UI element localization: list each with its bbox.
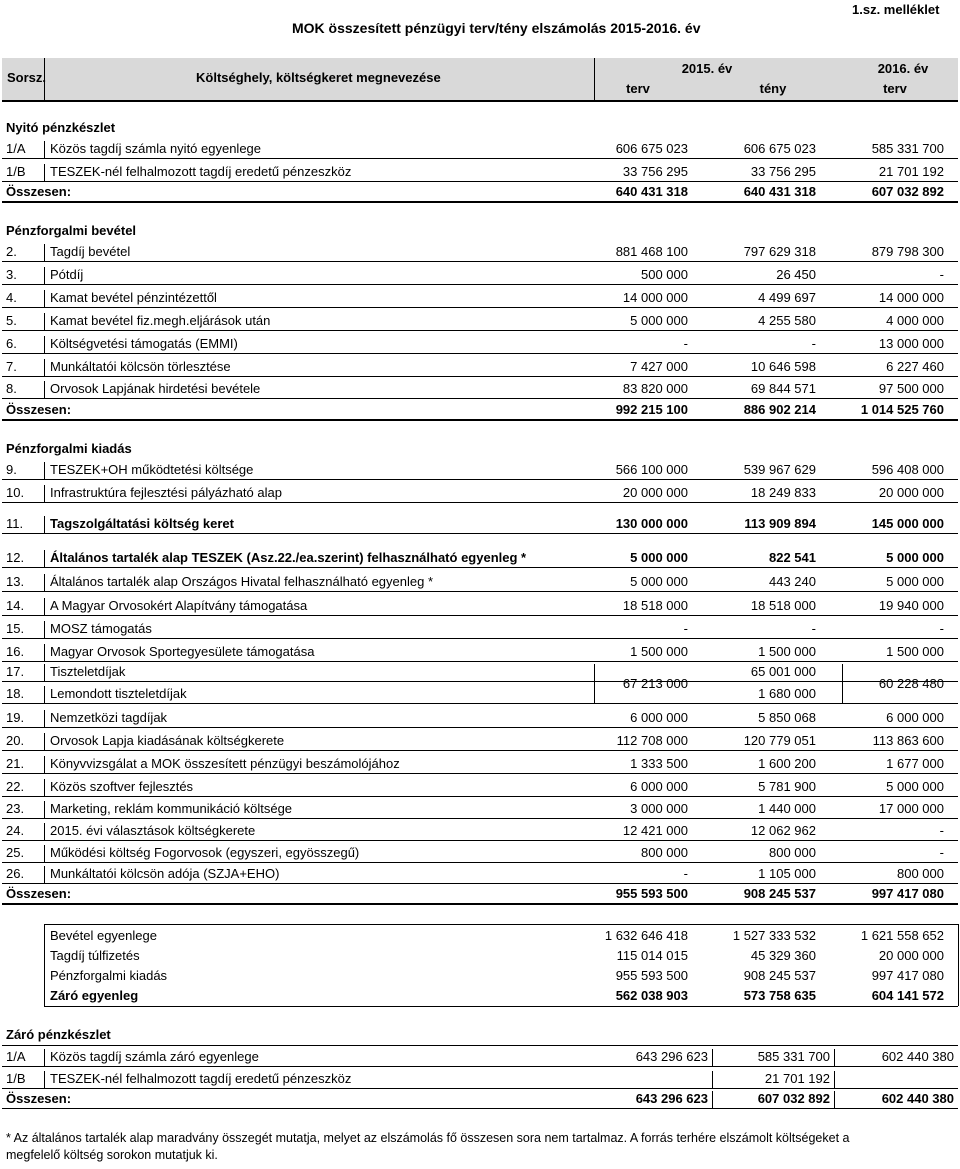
cell-value: 1 680 000 bbox=[758, 686, 816, 701]
row-number: 24. bbox=[6, 823, 25, 838]
cell-value: - bbox=[683, 866, 688, 881]
cell-value: 879 798 300 bbox=[871, 244, 944, 259]
row-number: 1/B bbox=[6, 164, 26, 179]
row-label: Infrastruktúra fejlesztési pályázható alap bbox=[50, 485, 282, 500]
cell-value: - bbox=[939, 823, 944, 838]
cell-value: 1 105 000 bbox=[758, 866, 816, 881]
row-number: 4. bbox=[6, 290, 17, 305]
row-rule bbox=[2, 158, 958, 159]
cell-value: 607 032 892 bbox=[757, 1091, 830, 1106]
row-divider bbox=[44, 779, 45, 796]
row-rule bbox=[2, 862, 958, 863]
row-number: 22. bbox=[6, 779, 25, 794]
row-rule bbox=[2, 181, 958, 182]
row-rule bbox=[2, 840, 958, 841]
cell-value: 21 701 192 bbox=[764, 1071, 830, 1086]
row-number: 21. bbox=[6, 756, 25, 771]
summary-value: 1 632 646 418 bbox=[604, 928, 688, 943]
row-label: Pótdíj bbox=[50, 267, 84, 282]
header-bottom-rule bbox=[2, 100, 958, 102]
cell-value: 5 000 000 bbox=[630, 313, 688, 328]
summary-value: 997 417 080 bbox=[871, 968, 944, 983]
row-number: 16. bbox=[6, 644, 25, 659]
summary-border bbox=[958, 924, 959, 1006]
page-title: MOK összesített pénzügyi terv/tény elszámolás 2015-2016. év bbox=[292, 20, 701, 36]
cell-value: 539 967 629 bbox=[743, 462, 816, 477]
row-rule bbox=[2, 615, 958, 616]
row-divider bbox=[44, 462, 45, 479]
cell-value: 69 844 571 bbox=[750, 381, 816, 396]
cell-value: 1 333 500 bbox=[630, 756, 688, 771]
cell-value: 6 000 000 bbox=[886, 710, 944, 725]
row-divider bbox=[44, 290, 45, 307]
row-number: 18. bbox=[6, 686, 25, 701]
summary-value: 1 621 558 652 bbox=[860, 928, 944, 943]
total-rule bbox=[2, 903, 958, 905]
total-rule bbox=[2, 419, 958, 421]
row-divider bbox=[44, 866, 45, 883]
cell-value: 1 677 000 bbox=[886, 756, 944, 771]
row-rule bbox=[2, 479, 958, 480]
cell-value: 606 675 023 bbox=[743, 141, 816, 156]
summary-label: Bevétel egyenlege bbox=[50, 928, 157, 943]
row-number: 20. bbox=[6, 733, 25, 748]
row-label: Nemzetközi tagdíjak bbox=[50, 710, 168, 725]
row-number: 12. bbox=[6, 550, 25, 565]
row-divider bbox=[44, 574, 45, 591]
cell-value: 606 675 023 bbox=[615, 141, 688, 156]
row-label: Működési költség Fogorvosok (egyszeri, egyösszegű) bbox=[50, 845, 360, 860]
row-label: Tiszteletdíjak bbox=[50, 664, 126, 679]
summary-value: 955 593 500 bbox=[615, 968, 688, 983]
row-label: TESZEK-nél felhalmozott tagdíj eredetű pénzeszköz bbox=[50, 164, 352, 179]
row-number: 9. bbox=[6, 462, 17, 477]
section-zaro: Záró pénzkészlet bbox=[6, 1027, 111, 1042]
row-rule bbox=[2, 567, 958, 568]
cell-value: 19 940 000 bbox=[878, 598, 944, 613]
row-rule bbox=[2, 1066, 958, 1067]
row-label: Orvosok Lapjának hirdetési bevétele bbox=[50, 381, 261, 396]
row-number: 25. bbox=[6, 845, 25, 860]
row-number: 19. bbox=[6, 710, 25, 725]
row-label: 2015. évi választások költségkerete bbox=[50, 823, 256, 838]
cell-value: 5 000 000 bbox=[630, 574, 688, 589]
summary-value: 562 038 903 bbox=[615, 988, 688, 1003]
row-label: Orvosok Lapja kiadásának költségkerete bbox=[50, 733, 285, 748]
cell-value: 14 000 000 bbox=[878, 290, 944, 305]
row-divider bbox=[44, 845, 45, 862]
row-label: Általános tartalék alap Országos Hivatal felhasználható egyenleg * bbox=[50, 574, 434, 589]
cell-value: 6 227 460 bbox=[886, 359, 944, 374]
cell-value: 6 000 000 bbox=[630, 710, 688, 725]
cell-value: 113 863 600 bbox=[872, 733, 944, 748]
row-number: 11. bbox=[6, 516, 24, 531]
row-divider bbox=[44, 644, 45, 661]
col-divider bbox=[712, 1049, 713, 1066]
header-name: Költséghely, költségkeret megnevezése bbox=[196, 70, 441, 85]
row-label: Költségvetési támogatás (EMMI) bbox=[50, 336, 238, 351]
summary-value: 1 527 333 532 bbox=[732, 928, 816, 943]
cell-value: 97 500 000 bbox=[878, 381, 944, 396]
total-label-bevetel: Összesen: bbox=[6, 402, 72, 417]
cell-value: 83 820 000 bbox=[622, 381, 688, 396]
cell-value: - bbox=[683, 621, 688, 636]
merged-divider bbox=[842, 664, 843, 704]
row-label: TESZEK+OH működtetési költsége bbox=[50, 462, 254, 477]
row-label: Általános tartalék alap TESZEK (Asz.22./ea.szerint) felhasználható egyenleg * bbox=[50, 550, 527, 565]
row-rule bbox=[2, 1108, 958, 1109]
cell-value: 1 440 000 bbox=[758, 801, 816, 816]
row-divider bbox=[44, 664, 45, 681]
cell-value: 797 629 318 bbox=[743, 244, 816, 259]
row-rule bbox=[2, 376, 958, 377]
row-rule bbox=[2, 398, 958, 399]
cell-value: 881 468 100 bbox=[615, 244, 688, 259]
row-label: Közös szoftver fejlesztés bbox=[50, 779, 194, 794]
cell-value: 1 500 000 bbox=[758, 644, 816, 659]
cell-value: - bbox=[939, 267, 944, 282]
cell-value: 4 499 697 bbox=[758, 290, 816, 305]
row-number: 26. bbox=[6, 866, 25, 881]
row-rule bbox=[2, 638, 958, 639]
row-rule bbox=[2, 661, 958, 662]
row-rule bbox=[2, 727, 958, 728]
cell-value: 602 440 380 bbox=[881, 1049, 954, 1064]
row-number: 2. bbox=[6, 244, 17, 259]
annex-label: 1.sz. melléklet bbox=[852, 2, 940, 17]
row-number: 15. bbox=[6, 621, 25, 636]
cell-value: 640 431 318 bbox=[615, 184, 688, 199]
row-number: 1/A bbox=[6, 1049, 26, 1064]
cell-value: 5 000 000 bbox=[886, 779, 944, 794]
row-divider bbox=[44, 381, 45, 398]
row-number: 6. bbox=[6, 336, 17, 351]
row-divider bbox=[44, 823, 45, 840]
row-label: Munkáltatói kölcsön törlesztése bbox=[50, 359, 231, 374]
cell-value: - bbox=[683, 336, 688, 351]
row-label: Marketing, reklám kommunikáció költsége bbox=[50, 801, 293, 816]
row-divider bbox=[44, 756, 45, 773]
cell-value: 886 902 214 bbox=[743, 402, 816, 417]
total-label-zaro: Összesen: bbox=[6, 1091, 72, 1106]
cell-value: 997 417 080 bbox=[871, 886, 944, 901]
row-number: 1/B bbox=[6, 1071, 26, 1086]
row-number: 3. bbox=[6, 267, 17, 282]
table-header bbox=[2, 58, 958, 100]
closing-border bbox=[2, 1045, 958, 1046]
cell-value: 800 000 bbox=[897, 866, 944, 881]
row-rule bbox=[2, 681, 958, 682]
cell-value: 5 000 000 bbox=[886, 550, 944, 565]
row-divider bbox=[44, 710, 45, 727]
cell-value: 5 781 900 bbox=[758, 779, 816, 794]
summary-label: Pénzforgalmi kiadás bbox=[50, 968, 168, 983]
cell-value: 4 000 000 bbox=[886, 313, 944, 328]
row-divider bbox=[44, 801, 45, 818]
summary-label: Záró egyenleg bbox=[50, 988, 139, 1003]
row-divider bbox=[44, 686, 45, 703]
cell-value: 12 421 000 bbox=[622, 823, 688, 838]
cell-value: 7 427 000 bbox=[630, 359, 688, 374]
row-rule bbox=[2, 773, 958, 774]
cell-value: 33 756 295 bbox=[750, 164, 816, 179]
cell-value: - bbox=[939, 621, 944, 636]
cell-value: 18 518 000 bbox=[622, 598, 688, 613]
col-divider bbox=[834, 1091, 835, 1108]
col-divider bbox=[834, 1071, 835, 1088]
header-divider bbox=[44, 58, 45, 100]
row-rule bbox=[2, 703, 958, 704]
row-label: A Magyar Orvosokért Alapítvány támogatása bbox=[50, 598, 308, 613]
cell-value: 21 701 192 bbox=[878, 164, 944, 179]
cell-value: 992 215 100 bbox=[615, 402, 688, 417]
cell-value: 6 000 000 bbox=[630, 779, 688, 794]
cell-value: 643 296 623 bbox=[635, 1091, 708, 1106]
cell-value: 4 255 580 bbox=[758, 313, 816, 328]
footnote: * Az általános tartalék alap maradvány összegét mutatja, melyet az elszámolás fő összesen sora nem tartalmaz. A forrás terhére elszámolt költségeket a megfelelő költség sorokon mutatjuk ki. bbox=[6, 1131, 850, 1162]
summary-value: 908 245 537 bbox=[743, 968, 816, 983]
row-label: Kamat bevétel pénzintézettől bbox=[50, 290, 217, 305]
row-number: 7. bbox=[6, 359, 17, 374]
row-rule bbox=[2, 502, 958, 503]
row-rule bbox=[2, 1088, 958, 1089]
row-number: 1/A bbox=[6, 141, 26, 156]
section-bevetel: Pénzforgalmi bevétel bbox=[6, 223, 137, 238]
row-number: 8. bbox=[6, 381, 17, 396]
row-rule bbox=[2, 796, 958, 797]
summary-value: 20 000 000 bbox=[878, 948, 944, 963]
cell-value: 955 593 500 bbox=[615, 886, 688, 901]
row-rule bbox=[2, 591, 958, 592]
section-nyito: Nyitó pénzkészlet bbox=[6, 120, 116, 135]
row-divider bbox=[44, 733, 45, 750]
cell-value: 1 600 200 bbox=[758, 756, 816, 771]
row-label: Magyar Orvosok Sportegyesülete támogatása bbox=[50, 644, 315, 659]
section-kiadas: Pénzforgalmi kiadás bbox=[6, 441, 132, 456]
cell-value: 800 000 bbox=[769, 845, 816, 860]
summary-value: 115 014 015 bbox=[616, 948, 688, 963]
row-rule bbox=[2, 353, 958, 354]
row-rule bbox=[2, 330, 958, 331]
row-rule bbox=[2, 307, 958, 308]
cell-value: 10 646 598 bbox=[750, 359, 816, 374]
cell-value: 3 000 000 bbox=[630, 801, 688, 816]
row-label: Tagdíj bevétel bbox=[50, 244, 131, 259]
header-teny-2015: tény bbox=[759, 81, 787, 96]
cell-value: 130 000 000 bbox=[615, 516, 688, 531]
row-divider bbox=[44, 1071, 45, 1088]
cell-value: 1 500 000 bbox=[886, 644, 944, 659]
cell-value: 145 000 000 bbox=[871, 516, 944, 531]
cell-value: 5 000 000 bbox=[630, 550, 688, 565]
row-divider bbox=[44, 485, 45, 502]
cell-value: 1 014 525 760 bbox=[860, 402, 944, 417]
cell-value: 822 541 bbox=[769, 550, 816, 565]
cell-value: 33 756 295 bbox=[622, 164, 688, 179]
summary-border bbox=[44, 924, 958, 925]
cell-value: 60 228 480 bbox=[878, 676, 944, 691]
merged-divider bbox=[594, 664, 595, 704]
cell-value: 585 331 700 bbox=[757, 1049, 830, 1064]
row-label: Tagszolgáltatási költség keret bbox=[50, 516, 234, 531]
cell-value: 800 000 bbox=[641, 845, 688, 860]
cell-value: 20 000 000 bbox=[622, 485, 688, 500]
row-divider bbox=[44, 336, 45, 353]
row-number: 5. bbox=[6, 313, 17, 328]
row-label: Könyvvizsgálat a MOK összesített pénzügyi beszámolójához bbox=[50, 756, 400, 771]
cell-value: 908 245 537 bbox=[743, 886, 816, 901]
summary-value: 573 758 635 bbox=[743, 988, 816, 1003]
header-terv-2015: terv bbox=[626, 81, 650, 96]
col-divider bbox=[712, 1091, 713, 1108]
row-rule bbox=[2, 883, 958, 884]
cell-value: 13 000 000 bbox=[878, 336, 944, 351]
header-2016: 2016. év bbox=[877, 61, 929, 76]
row-number: 10. bbox=[6, 485, 25, 500]
row-label: Közös tagdíj számla nyitó egyenlege bbox=[50, 141, 262, 156]
summary-value: 604 141 572 bbox=[871, 988, 944, 1003]
cell-value: 17 000 000 bbox=[878, 801, 944, 816]
row-divider bbox=[44, 516, 45, 533]
row-divider bbox=[44, 550, 45, 567]
cell-value: 640 431 318 bbox=[743, 184, 816, 199]
cell-value: - bbox=[939, 845, 944, 860]
cell-value: 112 708 000 bbox=[616, 733, 688, 748]
row-number: 14. bbox=[6, 598, 25, 613]
cell-value: 26 450 bbox=[776, 267, 816, 282]
cell-value: 443 240 bbox=[769, 574, 816, 589]
row-divider bbox=[44, 267, 45, 284]
cell-value: 18 518 000 bbox=[750, 598, 816, 613]
cell-value: 113 909 894 bbox=[744, 516, 816, 531]
row-divider bbox=[44, 1049, 45, 1066]
cell-value: - bbox=[811, 621, 816, 636]
cell-value: 585 331 700 bbox=[871, 141, 944, 156]
cell-value: 607 032 892 bbox=[871, 184, 944, 199]
header-divider bbox=[594, 58, 595, 100]
cell-value: 566 100 000 bbox=[615, 462, 688, 477]
row-number: 17. bbox=[6, 664, 25, 679]
row-rule bbox=[2, 284, 958, 285]
row-divider bbox=[44, 313, 45, 330]
row-number: 23. bbox=[6, 801, 25, 816]
row-divider bbox=[44, 244, 45, 261]
row-label: TESZEK-nél felhalmozott tagdíj eredetű pénzeszköz bbox=[50, 1071, 352, 1086]
row-label: Munkáltatói kölcsön adója (SZJA+EHO) bbox=[50, 866, 280, 881]
total-label-kiadas: Összesen: bbox=[6, 886, 72, 901]
cell-value: 643 296 623 bbox=[635, 1049, 708, 1064]
header-terv-2016: terv bbox=[883, 81, 907, 96]
summary-value: 45 329 360 bbox=[750, 948, 816, 963]
cell-value: 1 500 000 bbox=[630, 644, 688, 659]
cell-value: 65 001 000 bbox=[750, 664, 816, 679]
header-sorsz: Sorsz. bbox=[7, 70, 47, 85]
summary-label: Tagdíj túlfizetés bbox=[50, 948, 140, 963]
row-number: 13. bbox=[6, 574, 25, 589]
row-divider bbox=[44, 141, 45, 158]
row-label: Közös tagdíj számla záró egyenlege bbox=[50, 1049, 259, 1064]
summary-border bbox=[44, 1006, 958, 1007]
cell-value: 5 000 000 bbox=[886, 574, 944, 589]
row-rule bbox=[2, 261, 958, 262]
col-divider bbox=[712, 1071, 713, 1088]
row-divider bbox=[44, 164, 45, 181]
total-rule bbox=[2, 201, 958, 203]
cell-value: 500 000 bbox=[641, 267, 688, 282]
cell-value: 67 213 000 bbox=[622, 676, 688, 691]
cell-value: 596 408 000 bbox=[871, 462, 944, 477]
row-divider bbox=[44, 621, 45, 638]
col-divider bbox=[834, 1049, 835, 1066]
row-rule bbox=[2, 533, 958, 534]
cell-value: 12 062 962 bbox=[750, 823, 816, 838]
cell-value: 14 000 000 bbox=[622, 290, 688, 305]
cell-value: 18 249 833 bbox=[750, 485, 816, 500]
cell-value: - bbox=[811, 336, 816, 351]
row-rule bbox=[2, 750, 958, 751]
row-divider bbox=[44, 598, 45, 615]
header-2015: 2015. év bbox=[681, 61, 733, 76]
row-rule bbox=[2, 818, 958, 819]
row-divider bbox=[44, 359, 45, 376]
row-label: Kamat bevétel fiz.megh.eljárások után bbox=[50, 313, 271, 328]
summary-border bbox=[44, 924, 45, 1006]
cell-value: 5 850 068 bbox=[758, 710, 816, 725]
total-label-nyito: Összesen: bbox=[6, 184, 72, 199]
row-label: Lemondott tiszteletdíjak bbox=[50, 686, 187, 701]
cell-value: 120 779 051 bbox=[743, 733, 816, 748]
row-label: MOSZ támogatás bbox=[50, 621, 152, 636]
cell-value: 20 000 000 bbox=[878, 485, 944, 500]
cell-value: 602 440 380 bbox=[881, 1091, 954, 1106]
